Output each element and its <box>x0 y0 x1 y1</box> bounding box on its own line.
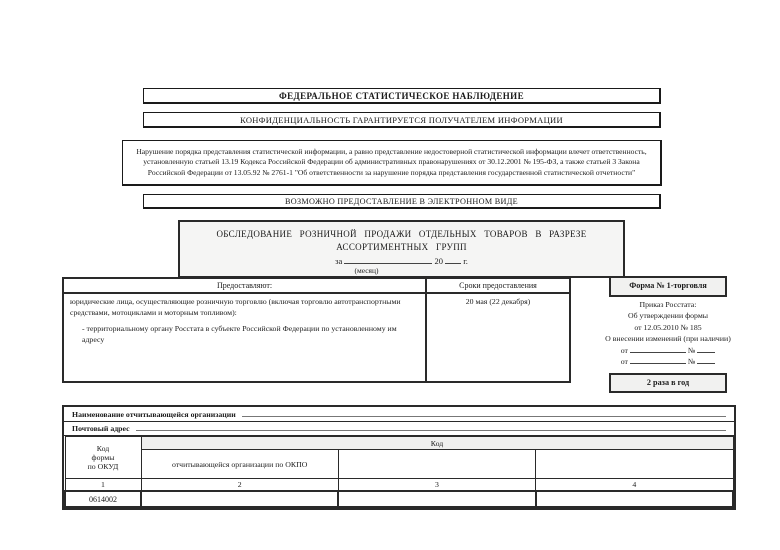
survey-title-box <box>178 220 625 278</box>
okud-header-line2: формы <box>91 453 115 462</box>
providers-body <box>64 294 425 381</box>
postal-address-blank-field <box>136 430 726 431</box>
confidentiality-banner: КОНФИДЕНЦИАЛЬНОСТЬ ГАРАНТИРУЕТСЯ ПОЛУЧАТЕЛЕМ ИНФОРМАЦИИ <box>143 112 661 128</box>
providers-who-text: юридические лица, осуществляющие розничную торговлю (включая торговлю автотранспортными средствами, мотоциклами и моторным топливом): <box>70 297 401 317</box>
period-prefix-label: за <box>335 256 343 266</box>
org-name-row <box>64 407 734 422</box>
period-year-label: 20 <box>434 256 443 266</box>
okud-header-line3: по ОКУД <box>87 462 119 471</box>
survey-title-line2: АССОРТИМЕНТНЫХ ГРУПП <box>336 241 467 252</box>
deadline-value: 20 мая (22 декабря) <box>465 297 531 306</box>
amendment2-date-field <box>630 356 686 364</box>
amendment2-number-field <box>697 356 715 364</box>
order-approval: Об утверждении формы <box>627 311 709 320</box>
electronic-submission-banner: ВОЗМОЖНО ПРЕДОСТАВЛЕНИЕ В ЭЛЕКТРОННОМ ВИДЕ <box>143 194 661 209</box>
column-number-1: 1 <box>65 479 141 492</box>
amendment1-date-field <box>630 345 686 353</box>
federal-observation-title: ФЕДЕРАЛЬНОЕ СТАТИСТИЧЕСКОЕ НАБЛЮДЕНИЕ <box>143 88 661 104</box>
org-name-blank-field <box>242 416 726 417</box>
providers-where-text: - территориальному органу Росстата в субъекте Российской Федерации по установленному им адресу <box>82 324 397 344</box>
amendments-title: О внесении изменений (при наличии) <box>605 334 731 343</box>
survey-title-line1: ОБСЛЕДОВАНИЕ РОЗНИЧНОЙ ПРОДАЖИ ОТДЕЛЬНЫХ ТОВАРОВ В РАЗРЕЗЕ <box>216 229 587 239</box>
okud-header-cell <box>65 437 141 479</box>
providers-header: Предоставляют: <box>64 279 425 294</box>
code-field-3 <box>338 491 535 507</box>
okpo-header-cell: отчитывающейся организации по ОКПО <box>141 450 338 479</box>
reserved-header-cell-4 <box>536 450 733 479</box>
month-blank-field <box>344 256 432 264</box>
code-field-4 <box>536 491 733 507</box>
order-date-number: от 12.05.2010 № 185 <box>634 322 702 332</box>
amendment2-number-label: № <box>687 357 696 366</box>
column-number-2: 2 <box>141 479 338 492</box>
code-table <box>64 436 734 508</box>
column-number-4: 4 <box>536 479 733 492</box>
violation-notice: Нарушение порядка представления статистической информации, а равно представление недостоверной статистической информации влечет ответственность, установленную статьей 13.19 Кодекса Российской Федерации об административных правонарушениях от 30.12.2001 № 195-ФЗ, а также статьей 3 Закона Российской Федерации от 13.05.92 № 2761-1 "Об ответственности за нарушение порядка представления государственной статистической отчетности" <box>122 140 662 186</box>
postal-address-row <box>64 422 734 436</box>
form-info-panel <box>586 276 750 393</box>
period-suffix-label: г. <box>463 256 468 266</box>
deadline-header: Сроки предоставления <box>427 279 569 294</box>
amendment1-number-field <box>697 345 715 353</box>
postal-address-label: Почтовый адрес <box>72 424 130 433</box>
okpo-code-field <box>141 491 338 507</box>
amendment-row-2 <box>586 356 750 368</box>
column-number-3: 3 <box>338 479 535 492</box>
org-name-label: Наименование отчитывающейся организации <box>72 410 236 419</box>
frequency-badge: 2 раза в год <box>609 373 727 394</box>
okud-header-line1: Код <box>96 444 110 453</box>
code-span-header: Код <box>141 437 733 450</box>
providers-column <box>64 279 427 381</box>
reserved-header-cell-3 <box>338 450 535 479</box>
amendment1-number-label: № <box>687 345 696 355</box>
deadline-column <box>427 279 569 381</box>
form-number-badge: Форма № 1-торговля <box>609 276 727 297</box>
amendment2-from-label: от <box>620 357 628 366</box>
survey-period-line <box>180 256 623 266</box>
okud-code-value: 0614002 <box>65 491 141 507</box>
amendment-row-1 <box>586 345 750 357</box>
organization-section <box>62 405 736 510</box>
providers-table <box>62 277 571 383</box>
order-title: Приказ Росстата: <box>639 299 697 309</box>
year-blank-field <box>445 256 461 264</box>
month-hint-label: (месяц) <box>354 266 379 275</box>
amendment1-from-label: от <box>620 345 628 355</box>
